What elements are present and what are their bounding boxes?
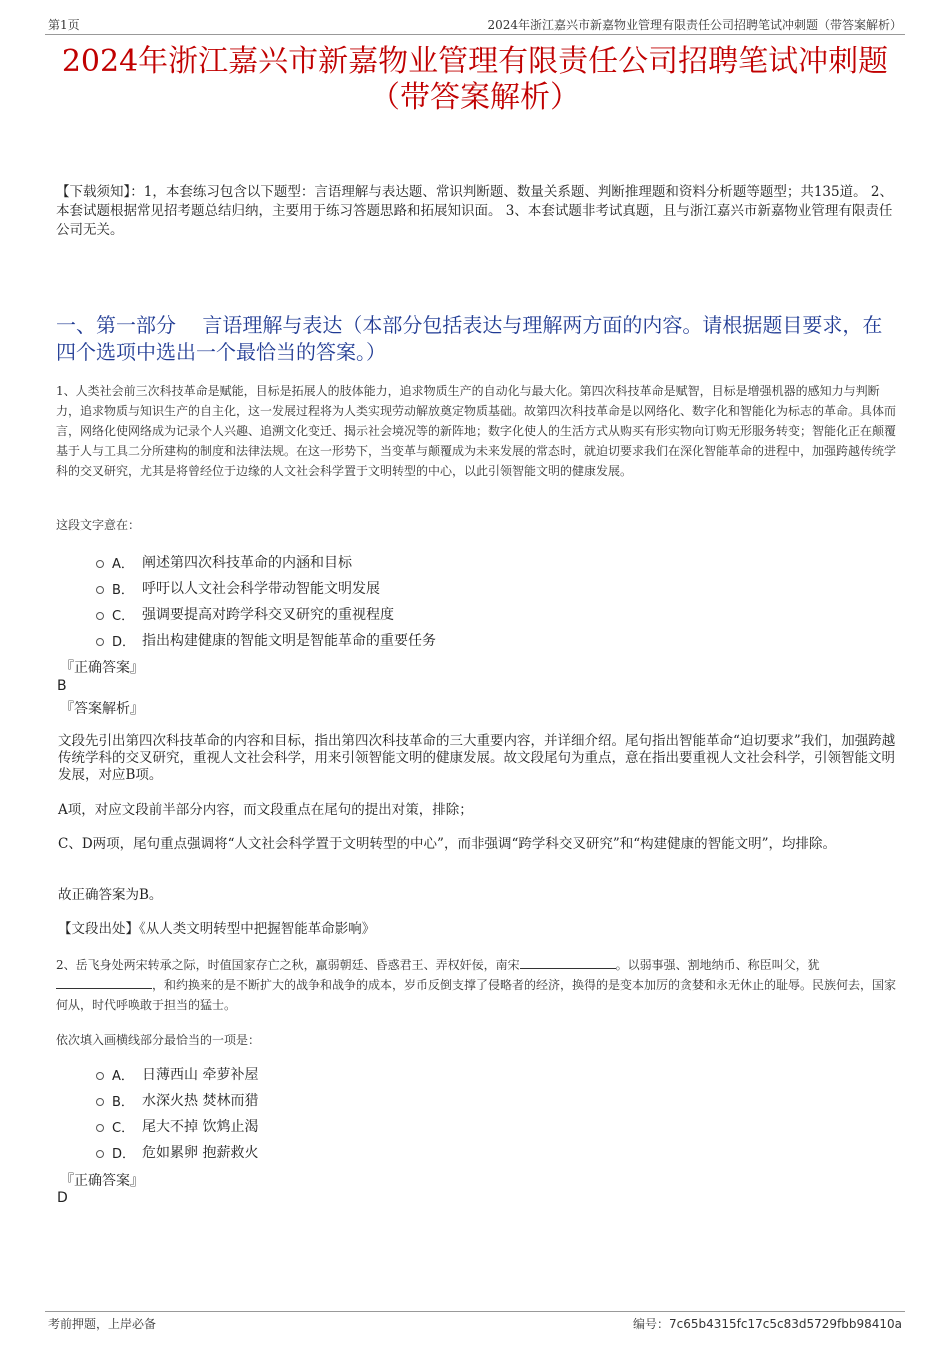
page-number: 第1页 — [48, 18, 80, 32]
document-title — [45, 44, 905, 116]
question-2-text-part: ，和约换来的是不断扩大的战争和战争的成本，岁币反倒支撑了侵略者的经济，换得的是变本加厉的贪婪和永无休止的耻辱。民族何去，国家何从，时代呼唤敢于担当的猛士。 — [56, 978, 897, 1012]
title-line-2: （带答案解析） — [370, 80, 580, 115]
code-label: 编号： — [632, 1317, 669, 1331]
fill-blank — [520, 956, 616, 969]
option-c[interactable] — [96, 1113, 258, 1139]
radio-icon[interactable] — [96, 586, 104, 594]
option-b[interactable] — [96, 575, 436, 601]
question-1-options — [96, 549, 436, 653]
option-text: 水深火热 焚林而猎 — [142, 1093, 259, 1109]
radio-icon[interactable] — [96, 1124, 104, 1132]
option-text: 危如累卵 抱薪救火 — [142, 1145, 259, 1161]
analysis-paragraph: 故正确答案为B。 — [58, 887, 163, 903]
page-footer — [45, 1311, 905, 1334]
option-letter: A． — [112, 1068, 134, 1084]
option-letter: C． — [112, 1120, 135, 1136]
fill-blank — [56, 976, 152, 989]
question-2-options — [96, 1061, 258, 1165]
option-text: 强调要提高对跨学科交叉研究的重视程度 — [142, 607, 394, 623]
answer-label: 『正确答案』 — [60, 660, 144, 676]
option-b[interactable] — [96, 1087, 258, 1113]
option-letter: C． — [112, 608, 135, 624]
option-text: 阐述第四次科技革命的内涵和目标 — [142, 555, 352, 571]
download-notice: 【下载须知】：1，本套练习包含以下题型：言语理解与表达题、常识判断题、数量关系题、判断推理题和资料分析题等题型；共135道。 2、本套试题根据常见招考题总结归纳，主要用于练习答题思路和拓展知识面。 3、本套试题非考试真题，且与浙江嘉兴市新嘉物业管理有限责任公司无关。 — [56, 184, 893, 238]
radio-icon[interactable] — [96, 560, 104, 568]
option-a[interactable] — [96, 1061, 258, 1087]
option-d[interactable] — [96, 1139, 258, 1165]
radio-icon[interactable] — [96, 638, 104, 646]
question-1-prompt: 这段文字意在： — [56, 518, 141, 532]
option-a[interactable] — [96, 549, 436, 575]
option-letter: A． — [112, 556, 134, 572]
option-c[interactable] — [96, 601, 436, 627]
radio-icon[interactable] — [96, 1072, 104, 1080]
analysis-paragraph: A项，对应文段前半部分内容，而文段重点在尾句的提出对策，排除； — [58, 802, 473, 818]
analysis-paragraph: 文段先引出第四次科技革命的内容和目标，指出第四次科技革命的三大重要内容，并详细介绍。尾句指出智能革命“迫切要求”我们，加强跨越传统学科的交叉研究，重视人文社会科学，用来引领智能文明的健康发展。故文段尾句为重点，意在指出要重视人文社会科学，引领智能文明发展，对应B项。 — [58, 733, 896, 783]
analysis-label: 『答案解析』 — [60, 701, 144, 717]
option-letter: B． — [112, 1094, 134, 1110]
option-text: 指出构建健康的智能文明是智能革命的重要任务 — [142, 633, 436, 649]
option-letter: D． — [112, 634, 136, 650]
title-line-1: 2024年浙江嘉兴市新嘉物业管理有限责任公司招聘笔试冲刺题 — [61, 44, 889, 79]
radio-icon[interactable] — [96, 612, 104, 620]
option-text: 尾大不掉 饮鸩止渴 — [142, 1119, 259, 1135]
source-note: 【文段出处】《从人类文明转型中把握智能革命影响》 — [58, 921, 376, 937]
question-2-text-part: 2、岳飞身处两宋转承之际，时值国家存亡之秋，羸弱朝廷、昏惑君王、弄权奸佞，南宋 — [56, 958, 520, 972]
radio-icon[interactable] — [96, 1150, 104, 1158]
analysis-paragraph: C、D两项，尾句重点强调将“人文社会科学置于文明转型的中心”，而非强调“跨学科交叉研究”和“构建健康的智能文明”，均排除。 — [58, 836, 837, 852]
option-text: 日薄西山 牵萝补屋 — [142, 1067, 259, 1083]
question-2-text — [56, 955, 896, 1015]
code-value: 7c65b4315fc17c5c83d5729fbb98410a — [669, 1317, 902, 1331]
question-2-prompt: 依次填入画横线部分最恰当的一项是： — [56, 1033, 261, 1047]
footer-slogan: 考前押题，上岸必备 — [48, 1317, 157, 1331]
question-1-text: 1、人类社会前三次科技革命是赋能，目标是拓展人的肢体能力，追求物质生产的自动化与最大化。第四次科技革命是赋智，目标是增强机器的感知力与判断力，追求物质与知识生产的自主化，这一发展过程将为人类实现劳动解放奠定物质基础。故第四次科技革命是以网络化、数字化和智能化为标志的革命。具体而言，网络化使网络成为记录个人兴趣、追溯文化变迁、揭示社会境况等的新阵地；数字化使人的生活方式从购买有形实物向订购无形服务转变；智能化正在颠覆基于人与工具二分所建构的制度和法律法规。在这一形势下，当变革与颠覆成为未来发展的常态时，就迫切要求我们在深化智能革命的进程中，加强跨越传统学科的交叉研究，尤其是将曾经位于边缘的人文社会科学置于文明转型的中心，以此引领智能文明的健康发展。 — [56, 384, 897, 478]
option-d[interactable] — [96, 627, 436, 653]
page-header — [45, 14, 905, 35]
question-2-text-part: 。以弱事强、割地纳币、称臣叫父，犹 — [615, 958, 820, 972]
document-code — [633, 1315, 902, 1332]
option-letter: B． — [112, 582, 134, 598]
section-heading: 一、第一部分 言语理解与表达（本部分包括表达与理解两方面的内容。请根据题目要求，在四个选项中选出一个最恰当的答案。） — [56, 313, 883, 364]
radio-icon[interactable] — [96, 1098, 104, 1106]
option-text: 呼吁以人文社会科学带动智能文明发展 — [142, 581, 380, 597]
running-title: 2024年浙江嘉兴市新嘉物业管理有限责任公司招聘笔试冲刺题（带答案解析） — [487, 18, 902, 32]
answer-value: D — [57, 1190, 68, 1206]
option-letter: D． — [112, 1146, 136, 1162]
answer-label: 『正确答案』 — [60, 1173, 144, 1189]
answer-value: B — [57, 678, 67, 694]
